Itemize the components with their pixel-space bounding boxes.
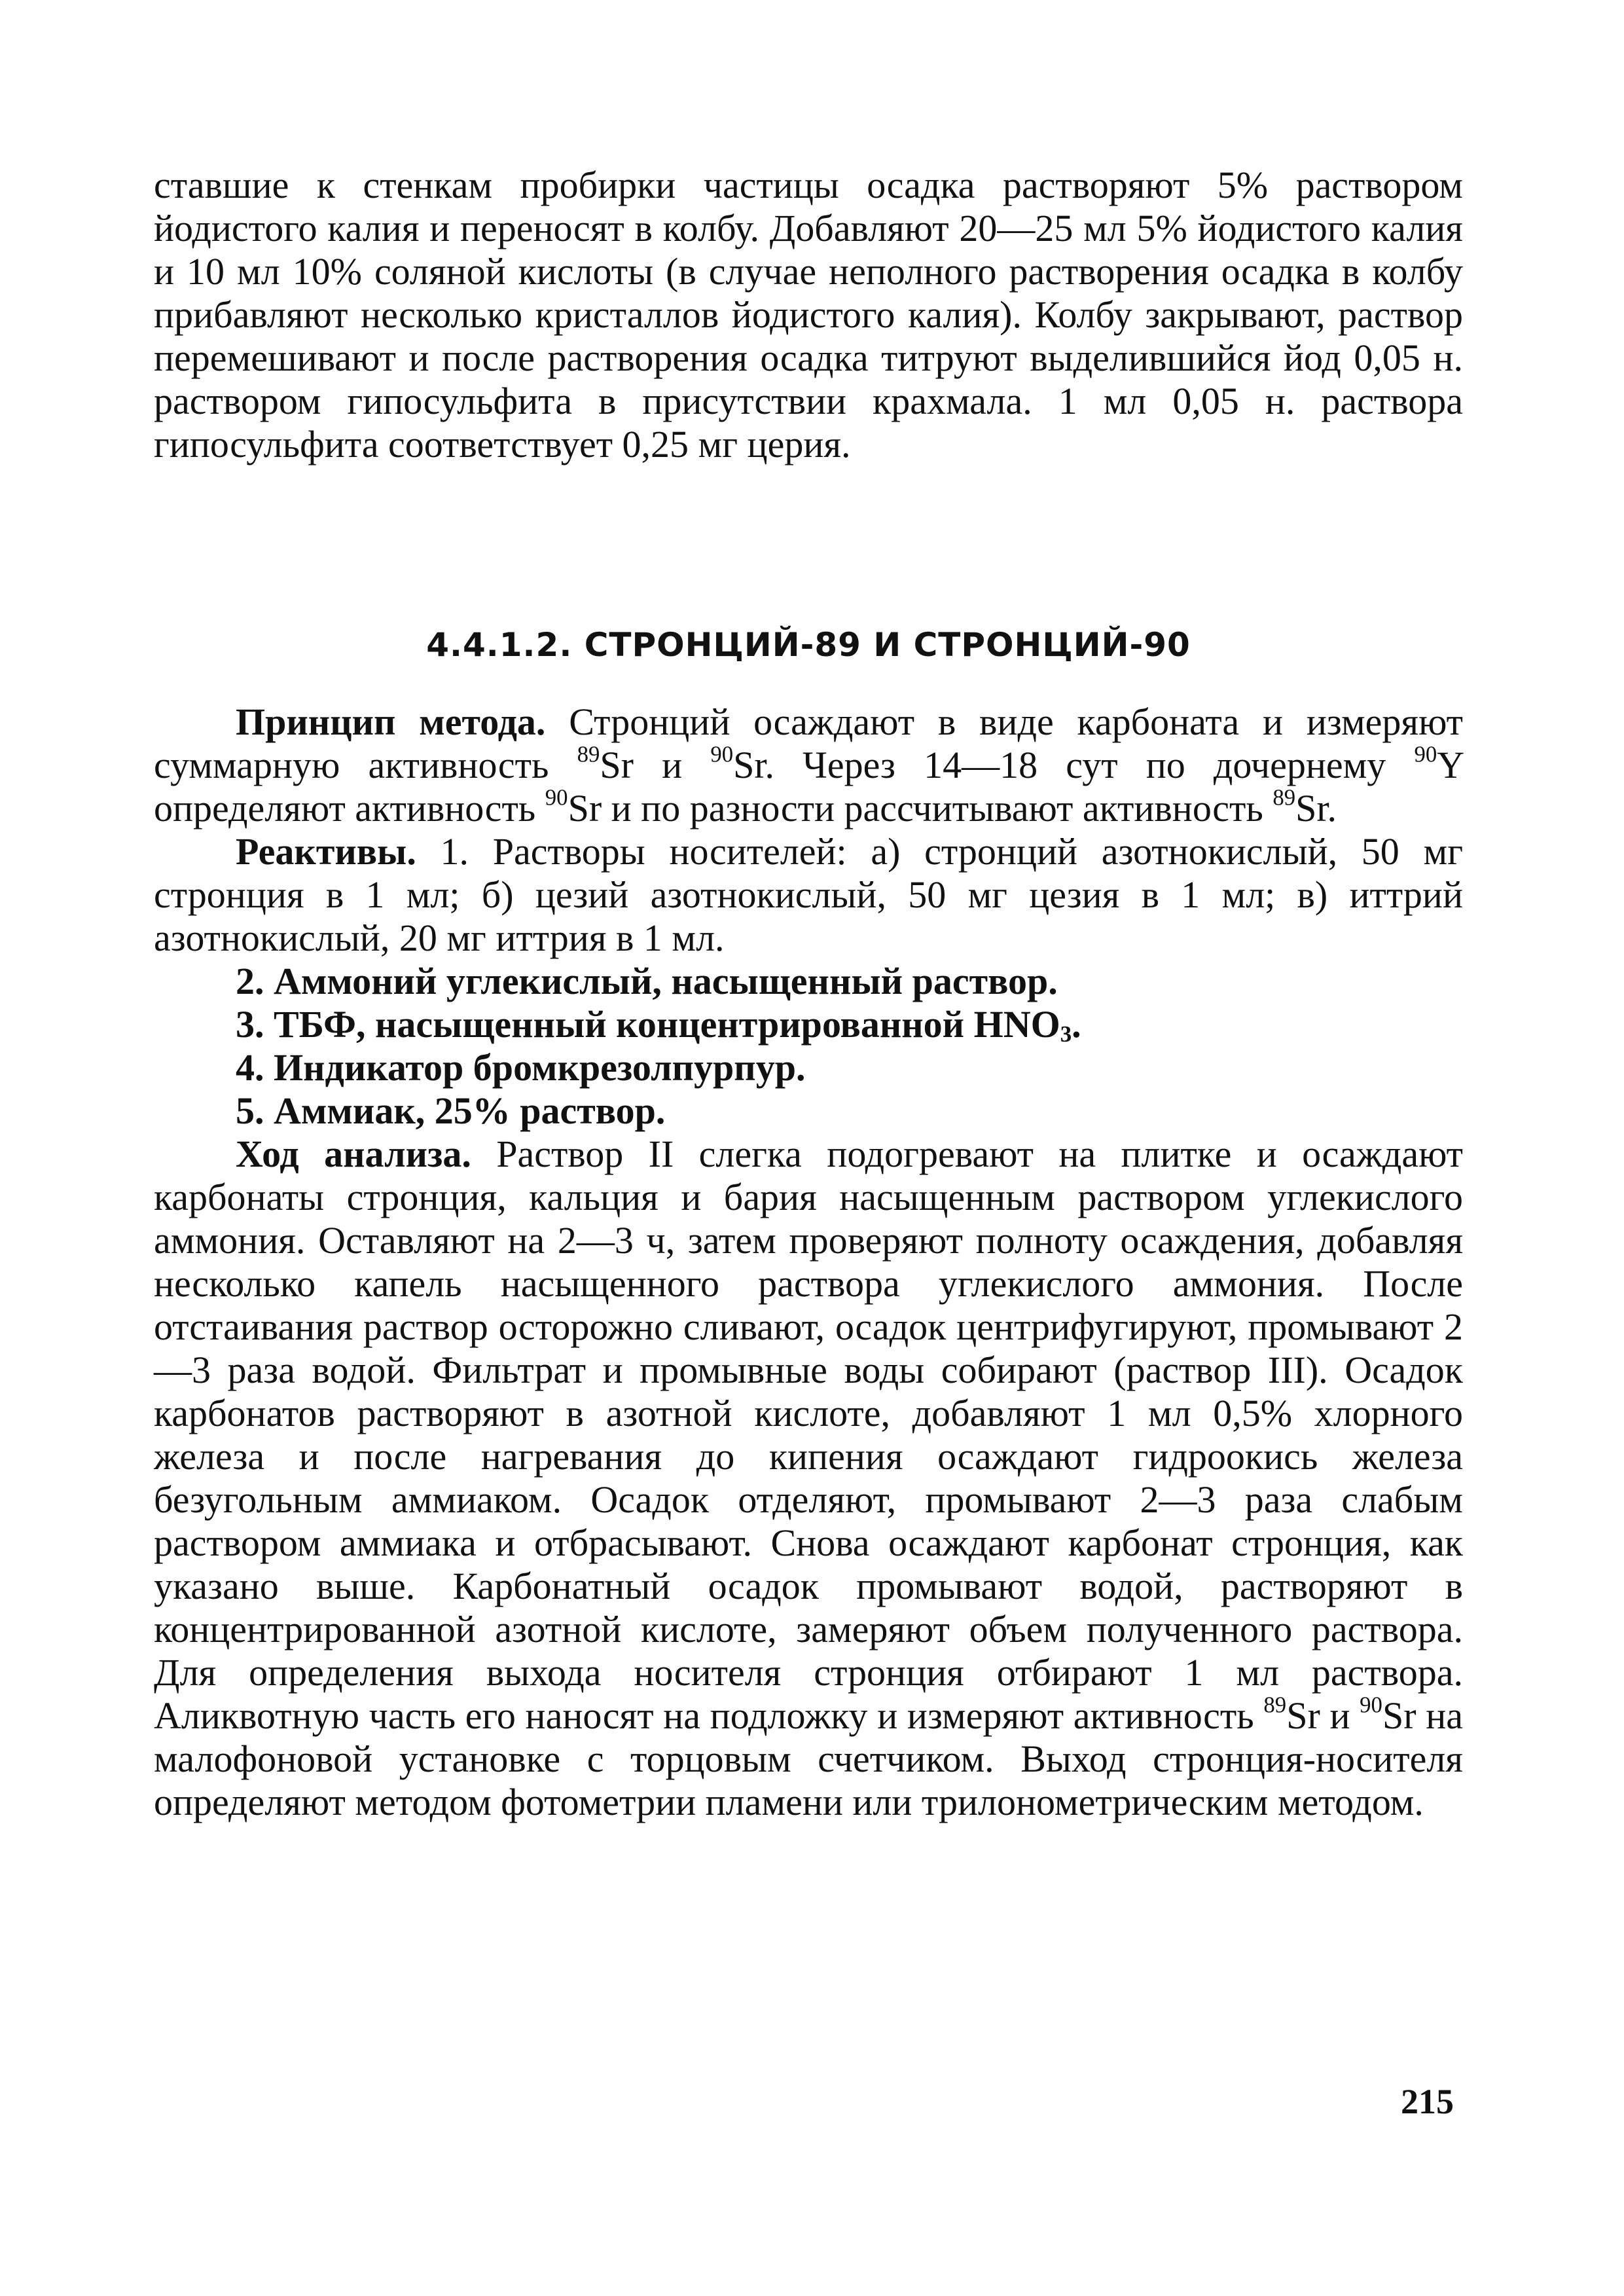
principle-text-1: Стронций осаждают в виде карбоната и измеряют суммарную активность	[154, 701, 1463, 786]
principle-text-2: и	[633, 744, 711, 786]
reagent-item-3-end: .	[1072, 1003, 1081, 1046]
isotope-mass: 90	[545, 784, 568, 811]
principle-text-6: .	[1327, 787, 1337, 829]
reagent-item-3-text: 3. ТБФ, насыщенный концентрированной HNO	[236, 1003, 1060, 1046]
reagent-item-5: 5. Аммиак, 25% раствор.	[236, 1089, 666, 1132]
reagents-paragraph	[154, 830, 1463, 960]
isotope-mass: 89	[577, 741, 600, 767]
isotope-element: Sr	[1286, 1694, 1320, 1737]
isotope-mass: 89	[1263, 1692, 1287, 1718]
isotope-element: Y	[1437, 744, 1463, 786]
continued-paragraph-block	[154, 164, 1463, 466]
isotope-mass: 89	[1272, 784, 1296, 811]
isotope-element: Sr	[568, 787, 602, 829]
reagent-item-3	[154, 1003, 1463, 1046]
procedure-text-3: на малофоновой установке с торцовым счетчиком. Выход стронция-носителя определяют методом фотометрии пламени или трилонометрическим методом.	[154, 1694, 1463, 1823]
principle-text-4: определяют активность	[154, 787, 545, 829]
section-body	[154, 701, 1463, 1824]
isotope-mass: 90	[710, 741, 734, 767]
isotope-element: Sr	[600, 744, 634, 786]
principle-paragraph	[154, 701, 1463, 830]
reagents-label: Реактивы.	[236, 830, 416, 873]
procedure-text-1: Раствор II слегка подогревают на плитке и осаждают карбонаты стронция, кальция и бария насыщенным раствором углекислого аммония. Оставляют на 2—3 ч, затем проверяют полноту осаждения, добавляя несколько капель насыщенного раствора углекислого аммония. После отстаивания раствор осторожно сливают, осадок центрифугируют, промывают 2—3 раза водой. Фильтрат и промывные воды собирают (раствор III). Осадок карбонатов растворяют в азотной кислоте, добавляют 1 мл 0,5% хлорного железа и после нагревания до кипения осаждают гидроокись железа безугольным аммиаком. Осадок отделяют, промывают 2—3 раза слабым раствором аммиака и отбрасывают. Снова осаждают карбонат стронция, как указано выше. Карбонатный осадок промывают водой, растворяют в концентрированной азотной кислоте, замеряют объем полученного раствора. Для определения выхода носителя стронция отбирают 1 мл раствора. Аликвотную часть его наносят на подложку и измеряют активность	[154, 1133, 1464, 1737]
procedure-paragraph	[154, 1133, 1463, 1824]
reagent-item-1: 1. Растворы носителей: а) стронций азотнокислый, 50 мг стронция в 1 мл; б) цезий азотнокислый, 50 мг цезия в 1 мл; в) иттрий азотнокислый, 20 мг иттрия в 1 мл.	[154, 830, 1463, 959]
isotope-element: Sr	[1295, 787, 1327, 829]
formula-subscript: 3	[1060, 1021, 1072, 1047]
principle-text-5: и по разности рассчитывают активность	[602, 787, 1273, 829]
procedure-text-2: и	[1320, 1694, 1360, 1737]
principle-text-3: . Через 14—18 сут по дочернему	[765, 744, 1415, 786]
reagent-item-2: 2. Аммоний углекислый, насыщенный раствор.	[236, 960, 1058, 1002]
isotope-element: Sr	[733, 744, 765, 786]
isotope-mass: 90	[1414, 741, 1437, 767]
reagent-item-4: 4. Индикатор бромкрезолпурпур.	[236, 1046, 806, 1089]
page-number: 215	[1401, 2082, 1454, 2121]
isotope-element: Sr	[1382, 1694, 1416, 1737]
procedure-label: Ход анализа.	[236, 1133, 471, 1175]
section-heading: 4.4.1.2. СТРОНЦИЙ-89 И СТРОНЦИЙ-90	[426, 626, 1191, 664]
isotope-mass: 90	[1360, 1692, 1382, 1718]
principle-label: Принцип метода.	[236, 701, 546, 743]
continued-paragraph: ставшие к стенкам пробирки частицы осадка растворяют 5% раствором йодистого калия и переносят в колбу. Добавляют 20—25 мл 5% йодистого калия и 10 мл 10% соляной кислоты (в случае неполного растворения осадка в колбу прибавляют несколько кристаллов йодистого калия). Колбу закрывают, раствор перемешивают и после растворения осадка титруют выделившийся йод 0,05 н. раствором гипосульфита в присутствии крахмала. 1 мл 0,05 н. раствора гипосульфита соответствует 0,25 мг церия.	[154, 164, 1463, 465]
